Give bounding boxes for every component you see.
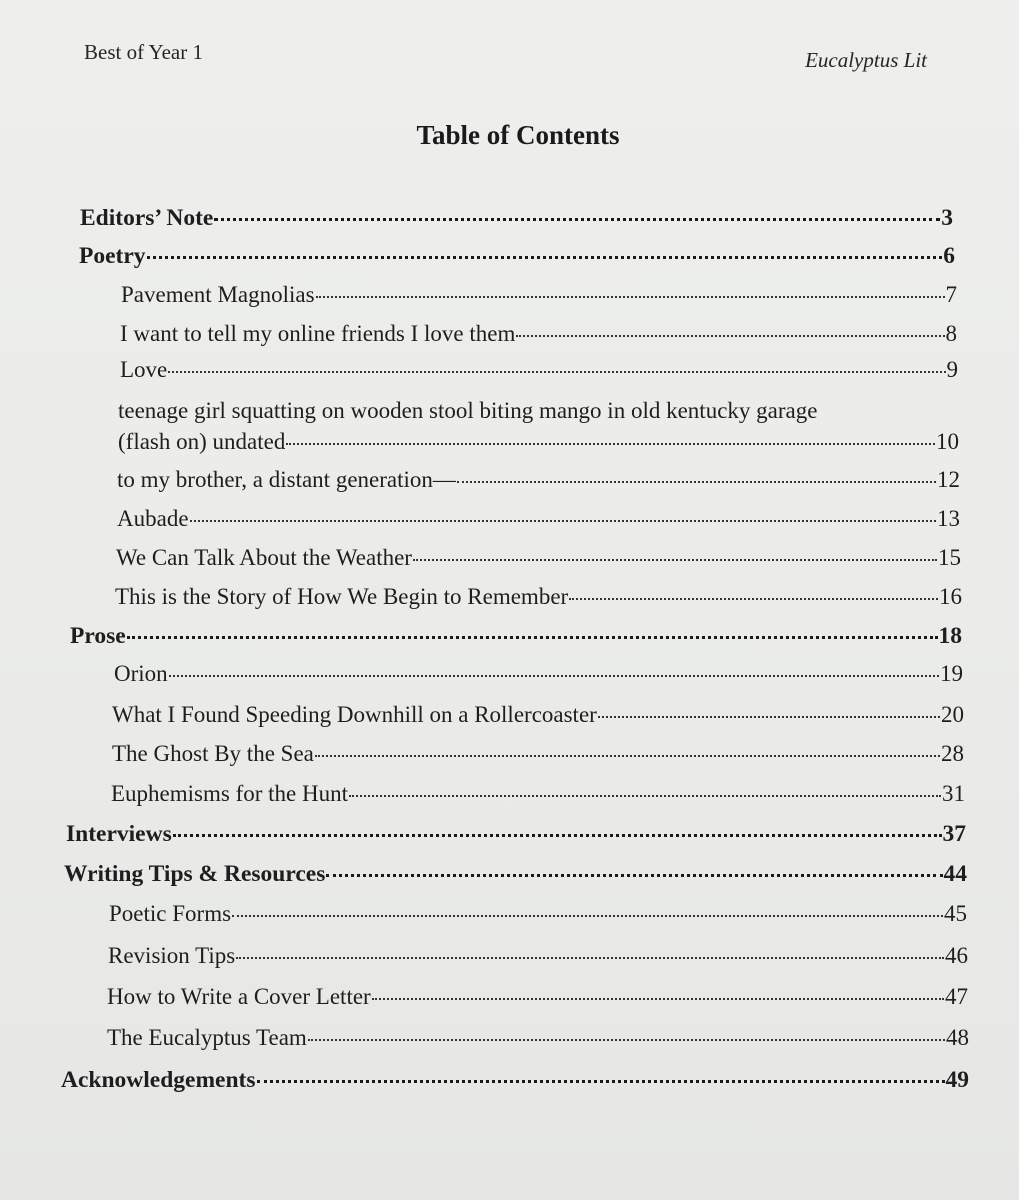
toc-page-number: 20 [941,702,964,727]
running-head-right: Eucalyptus Lit [805,48,927,72]
leader-dots [190,520,936,522]
toc-entry-label: Love [120,357,168,382]
toc-section-interviews [66,820,966,848]
toc-section-prose [70,622,962,650]
toc-page-number: 49 [945,1067,969,1093]
toc-entry [109,900,967,928]
toc-entry [114,660,963,688]
leader-dots [569,598,938,600]
toc-page-number: 10 [936,429,959,454]
page-title: Table of Contents [416,120,620,150]
toc-entry-label: Pavement Magnolias [121,282,315,307]
toc-page-number: 12 [937,467,960,492]
toc-page-number: 47 [945,984,968,1009]
toc-entry-label: How to Write a Cover Letter [107,984,371,1009]
toc-entry-label: This is the Story of How We Begin to Remember [115,584,569,609]
leader-dots [308,1039,945,1041]
toc-entry [111,780,965,808]
toc-entry-label: Euphemisms for the Hunt [111,781,348,806]
toc-entry [112,740,964,768]
toc-entry-label: The Eucalyptus Team [107,1025,307,1050]
leader-dots [147,256,943,259]
toc-entry-label: Poetry [79,243,146,269]
toc-page-number: 16 [939,584,962,609]
toc-entry [115,583,962,611]
toc-entry-label: (flash on) undated [118,429,286,454]
toc-page-number: 45 [944,901,967,926]
toc-entry-label-line1: teenage girl squatting on wooden stool biting mango in old kentucky garage [118,398,818,423]
leader-dots [413,559,937,561]
toc-page-number: 7 [945,282,957,307]
toc-section-editors-note [80,204,953,232]
leader-dots [326,874,942,877]
toc-entry-label: I want to tell my online friends I love them [120,321,516,346]
toc-page-number: 18 [938,623,962,649]
leader-dots [286,443,935,445]
toc-entry [117,466,960,494]
toc-page-number: 44 [943,861,967,887]
toc-page-number: 31 [942,781,965,806]
leader-dots [315,755,940,757]
toc-entry-label: What I Found Speeding Downhill on a Rollercoaster [112,702,597,727]
toc-page-number: 9 [946,357,958,382]
leader-dots [169,675,939,677]
toc-page-number: 13 [937,506,960,531]
toc-entry-label: Orion [114,661,168,686]
toc-page-number: 6 [943,243,955,269]
running-head-left: Best of Year 1 [84,40,203,64]
toc-page-number: 48 [946,1025,969,1050]
toc-entry-label: to my brother, a distant generation— [117,467,456,492]
toc-entry [117,505,960,533]
toc-section-acknowledgements [61,1066,969,1094]
toc-entry [116,544,961,572]
toc-entry-label: Writing Tips & Resources [64,861,326,887]
toc-page-number: 8 [945,321,957,346]
leader-dots [232,915,943,917]
leader-dots [127,636,938,639]
leader-dots [316,296,945,298]
leader-dots [516,335,944,337]
toc-entry-label: Aubade [117,506,189,531]
leader-dots [236,957,944,959]
toc-page-number: 3 [941,205,953,231]
toc-entry [112,701,964,729]
toc-entry-label: Editors’ Note [80,205,214,231]
toc-entry-label: The Ghost By the Sea [112,741,314,766]
toc-page-number: 28 [941,741,964,766]
toc-entry-label: Prose [70,623,126,649]
toc-entry [120,356,958,384]
leader-dots [168,371,945,373]
leader-dots [257,1080,945,1083]
leader-dots [598,716,940,718]
toc-entry-label: Revision Tips [108,943,236,968]
toc-page-number: 15 [938,545,961,570]
toc-entry-label: Interviews [66,821,172,847]
leader-dots [214,218,940,221]
toc-entry [121,281,957,309]
leader-dots [349,795,941,797]
toc-entry [118,428,959,456]
toc-entry-label: Acknowledgements [61,1067,256,1093]
toc-page-number: 46 [945,943,968,968]
leader-dots [372,998,944,1000]
toc-page-number: 19 [940,661,963,686]
toc-entry [120,320,957,348]
toc-entry [108,942,968,970]
toc-page-number: 37 [942,821,966,847]
leader-dots [173,834,942,837]
leader-dots [457,481,936,483]
toc-entry [107,983,968,1011]
toc-entry-label: Poetic Forms [109,901,232,926]
toc-entry [107,1024,969,1052]
toc-section-poetry [79,242,955,270]
toc-section-writing-tips [64,860,967,888]
toc-entry-label: We Can Talk About the Weather [116,545,412,570]
